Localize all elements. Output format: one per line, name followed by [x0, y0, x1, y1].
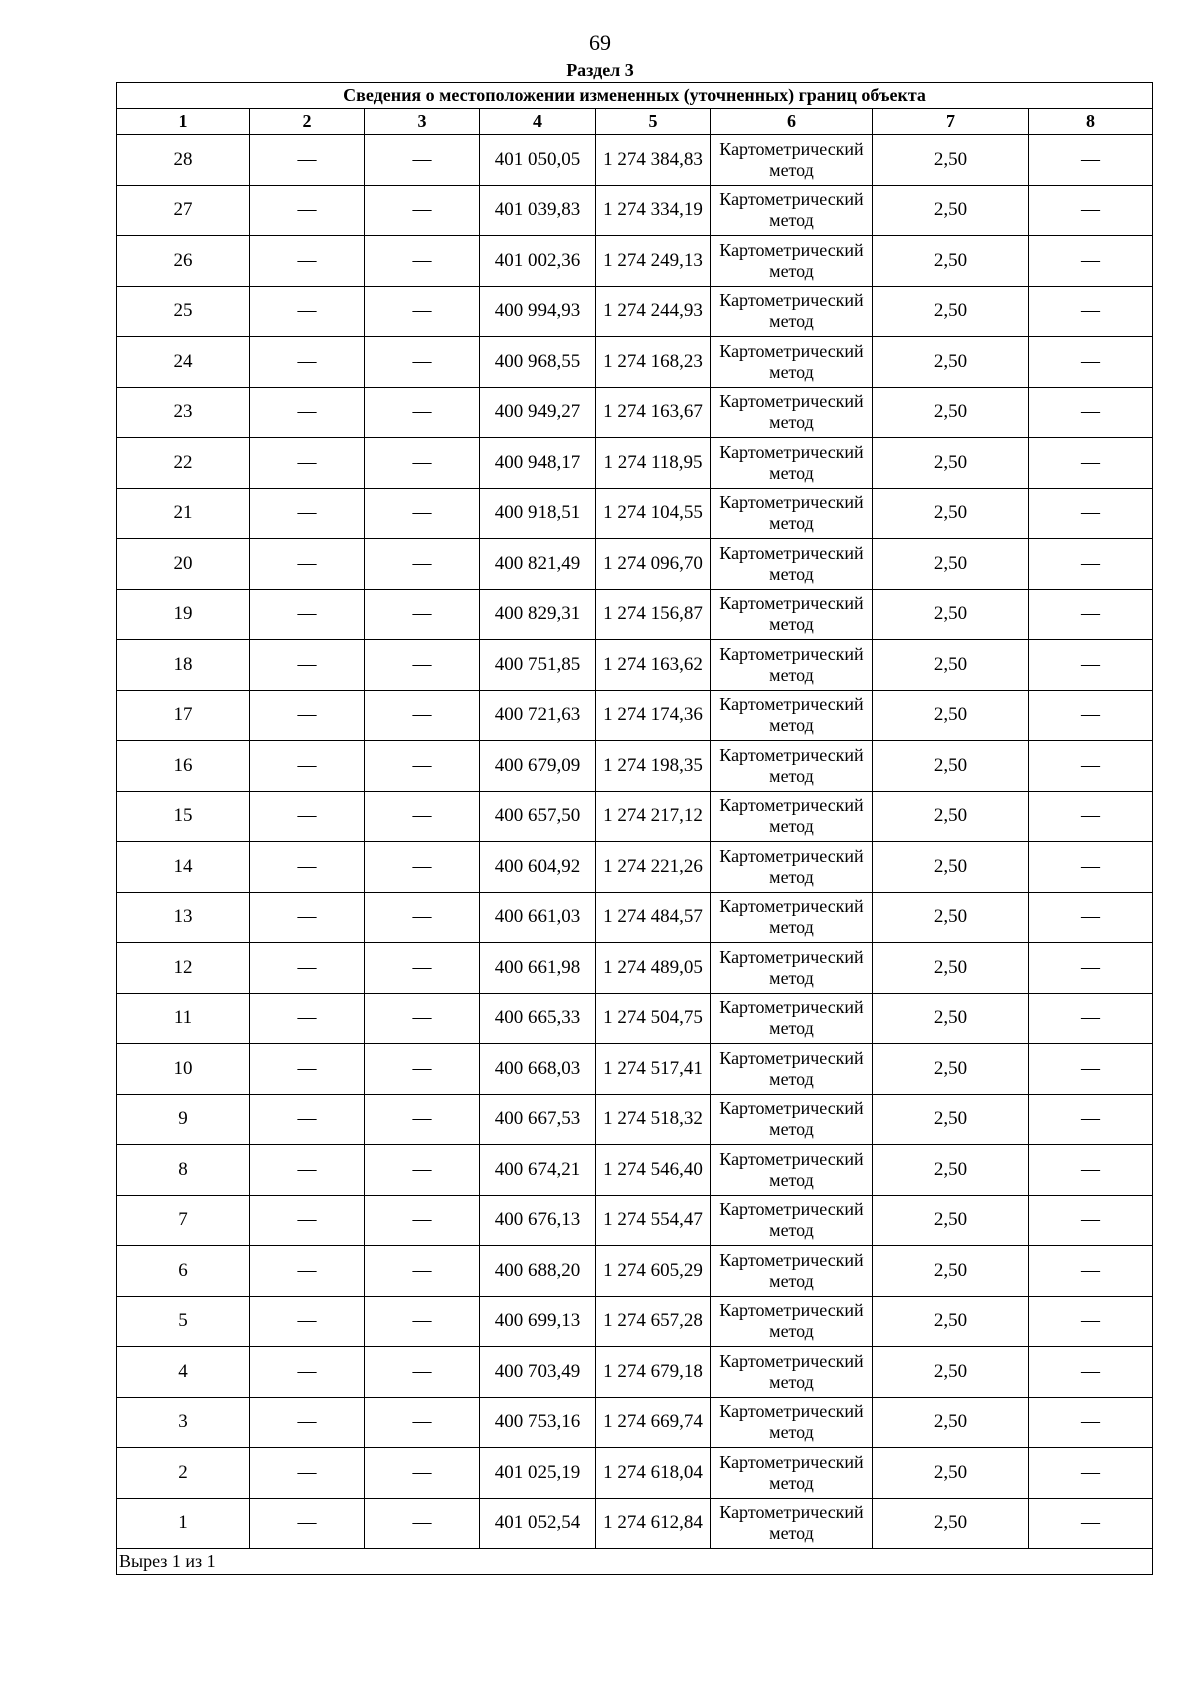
table-cell-col-5: 1 274 334,19 — [596, 185, 711, 236]
table-cell-col-3: — — [365, 1448, 480, 1499]
table-cell-col-2: — — [250, 993, 365, 1044]
table-cell-col-7: 2,50 — [873, 1145, 1029, 1196]
table-cell-col-6: Картометрический метод — [711, 1296, 873, 1347]
table-cell-col-3: — — [365, 1145, 480, 1196]
table-cell-col-5: 1 274 554,47 — [596, 1195, 711, 1246]
table-cell-col-1: 24 — [117, 337, 250, 388]
table-cell-col-7: 2,50 — [873, 539, 1029, 590]
table-cell-col-6: Картометрический метод — [711, 1094, 873, 1145]
section-title: Раздел 3 — [566, 60, 634, 80]
table-cell-col-2: — — [250, 1296, 365, 1347]
table-cell-col-1: 27 — [117, 185, 250, 236]
table-cell-col-4: 400 721,63 — [480, 690, 596, 741]
table-cell-col-5: 1 274 612,84 — [596, 1498, 711, 1549]
table-cell-col-1: 3 — [117, 1397, 250, 1448]
table-body — [117, 135, 1153, 1549]
table-cell-col-8: — — [1029, 1195, 1153, 1246]
table-row — [117, 892, 1153, 943]
table-cell-col-4: 400 661,98 — [480, 943, 596, 994]
table-cell-col-1: 19 — [117, 589, 250, 640]
table-cell-col-5: 1 274 221,26 — [596, 842, 711, 893]
table-cell-col-3: — — [365, 185, 480, 236]
table-row — [117, 1347, 1153, 1398]
table-cell-col-5: 1 274 546,40 — [596, 1145, 711, 1196]
table-cell-col-3: — — [365, 1397, 480, 1448]
table-cell-col-7: 2,50 — [873, 943, 1029, 994]
table-cell-col-2: — — [250, 488, 365, 539]
table-cell-col-8: — — [1029, 286, 1153, 337]
table-cell-col-1: 25 — [117, 286, 250, 337]
table-cell-col-2: — — [250, 892, 365, 943]
table-cell-col-2: — — [250, 286, 365, 337]
table-cell-col-2: — — [250, 589, 365, 640]
table-cell-col-8: — — [1029, 438, 1153, 489]
table-cell-col-4: 400 661,03 — [480, 892, 596, 943]
table-row — [117, 791, 1153, 842]
table-cell-col-6: Картометрический метод — [711, 589, 873, 640]
table-cell-col-1: 10 — [117, 1044, 250, 1095]
table-cell-col-2: — — [250, 438, 365, 489]
table-row — [117, 1397, 1153, 1448]
table-cell-col-3: — — [365, 135, 480, 186]
table-cell-col-7: 2,50 — [873, 741, 1029, 792]
table-cell-col-1: 22 — [117, 438, 250, 489]
table-cell-col-7: 2,50 — [873, 1094, 1029, 1145]
table-cell-col-3: — — [365, 993, 480, 1044]
table-cell-col-2: — — [250, 1044, 365, 1095]
table-cell-col-7: 2,50 — [873, 488, 1029, 539]
table-cell-col-5: 1 274 156,87 — [596, 589, 711, 640]
table-row — [117, 943, 1153, 994]
table-row — [117, 1448, 1153, 1499]
table-cell-col-6: Картометрический метод — [711, 337, 873, 388]
table-cell-col-8: — — [1029, 236, 1153, 287]
table-cell-col-4: 400 829,31 — [480, 589, 596, 640]
table-cell-col-5: 1 274 168,23 — [596, 337, 711, 388]
table-row — [117, 539, 1153, 590]
table-cell-col-1: 11 — [117, 993, 250, 1044]
table-cell-col-3: — — [365, 791, 480, 842]
table-cell-col-6: Картометрический метод — [711, 185, 873, 236]
table-cell-col-6: Картометрический метод — [711, 640, 873, 691]
table-cell-col-3: — — [365, 286, 480, 337]
table-cell-col-8: — — [1029, 539, 1153, 590]
table-cell-col-5: 1 274 484,57 — [596, 892, 711, 943]
table-footer: Вырез 1 из 1 — [117, 1549, 1153, 1575]
table-cell-col-8: — — [1029, 1397, 1153, 1448]
table-cell-col-4: 400 948,17 — [480, 438, 596, 489]
table-cell-col-2: — — [250, 1195, 365, 1246]
table-cell-col-8: — — [1029, 741, 1153, 792]
table-cell-col-4: 400 679,09 — [480, 741, 596, 792]
table-row — [117, 589, 1153, 640]
table-cell-col-8: — — [1029, 892, 1153, 943]
table-cell-col-5: 1 274 489,05 — [596, 943, 711, 994]
table-cell-col-3: — — [365, 539, 480, 590]
column-header: 7 — [873, 109, 1029, 135]
table-row — [117, 1145, 1153, 1196]
table-cell-col-7: 2,50 — [873, 185, 1029, 236]
table-cell-col-7: 2,50 — [873, 135, 1029, 186]
table-cell-col-2: — — [250, 337, 365, 388]
table-cell-col-1: 26 — [117, 236, 250, 287]
table-row — [117, 135, 1153, 186]
table-cell-col-4: 401 039,83 — [480, 185, 596, 236]
table-cell-col-1: 18 — [117, 640, 250, 691]
table-cell-col-5: 1 274 096,70 — [596, 539, 711, 590]
table-cell-col-3: — — [365, 438, 480, 489]
table-cell-col-2: — — [250, 1145, 365, 1196]
table-cell-col-5: 1 274 504,75 — [596, 993, 711, 1044]
table-cell-col-3: — — [365, 337, 480, 388]
table-cell-col-2: — — [250, 741, 365, 792]
table-cell-col-6: Картометрический метод — [711, 1347, 873, 1398]
table-cell-col-6: Картометрический метод — [711, 1498, 873, 1549]
table-cell-col-7: 2,50 — [873, 236, 1029, 287]
table-cell-col-6: Картометрический метод — [711, 135, 873, 186]
table-cell-col-1: 17 — [117, 690, 250, 741]
table-cell-col-7: 2,50 — [873, 438, 1029, 489]
table-cell-col-7: 2,50 — [873, 1347, 1029, 1398]
table-cell-col-3: — — [365, 589, 480, 640]
table-cell-col-3: — — [365, 488, 480, 539]
table-cell-col-1: 28 — [117, 135, 250, 186]
table-cell-col-1: 21 — [117, 488, 250, 539]
table-cell-col-2: — — [250, 1094, 365, 1145]
table-row — [117, 185, 1153, 236]
table-row — [117, 488, 1153, 539]
table-cell-col-4: 400 699,13 — [480, 1296, 596, 1347]
table-cell-col-7: 2,50 — [873, 589, 1029, 640]
table-cell-col-4: 401 052,54 — [480, 1498, 596, 1549]
table-cell-col-5: 1 274 249,13 — [596, 236, 711, 287]
column-header: 6 — [711, 109, 873, 135]
table-cell-col-7: 2,50 — [873, 1296, 1029, 1347]
table-row — [117, 993, 1153, 1044]
table-cell-col-7: 2,50 — [873, 1397, 1029, 1448]
table-cell-col-8: — — [1029, 1296, 1153, 1347]
table-cell-col-2: — — [250, 1397, 365, 1448]
table-cell-col-3: — — [365, 236, 480, 287]
table-cell-col-4: 400 968,55 — [480, 337, 596, 388]
table-cell-col-5: 1 274 217,12 — [596, 791, 711, 842]
table-cell-col-1: 12 — [117, 943, 250, 994]
table-cell-col-2: — — [250, 387, 365, 438]
table-cell-col-4: 400 676,13 — [480, 1195, 596, 1246]
table-cell-col-2: — — [250, 943, 365, 994]
table-cell-col-6: Картометрический метод — [711, 791, 873, 842]
table-cell-col-5: 1 274 104,55 — [596, 488, 711, 539]
table-cell-col-3: — — [365, 892, 480, 943]
table-cell-col-2: — — [250, 1246, 365, 1297]
table-cell-col-3: — — [365, 943, 480, 994]
table-cell-col-1: 14 — [117, 842, 250, 893]
table-cell-col-3: — — [365, 1296, 480, 1347]
table-cell-col-5: 1 274 384,83 — [596, 135, 711, 186]
table-cell-col-6: Картометрический метод — [711, 993, 873, 1044]
table-cell-col-5: 1 274 118,95 — [596, 438, 711, 489]
table-row — [117, 1044, 1153, 1095]
table-cell-col-2: — — [250, 690, 365, 741]
table-cell-col-3: — — [365, 1246, 480, 1297]
table-cell-col-8: — — [1029, 1094, 1153, 1145]
table-caption: Сведения о местоположении измененных (уточненных) границ объекта — [117, 83, 1153, 109]
table-cell-col-8: — — [1029, 993, 1153, 1044]
table-cell-col-6: Картометрический метод — [711, 1448, 873, 1499]
table-cell-col-4: 400 753,16 — [480, 1397, 596, 1448]
table-cell-col-4: 400 703,49 — [480, 1347, 596, 1398]
table-cell-col-2: — — [250, 1498, 365, 1549]
table-cell-col-2: — — [250, 1347, 365, 1398]
table-row — [117, 1296, 1153, 1347]
table-cell-col-4: 401 025,19 — [480, 1448, 596, 1499]
table-cell-col-8: — — [1029, 640, 1153, 691]
table-cell-col-7: 2,50 — [873, 286, 1029, 337]
table-cell-col-8: — — [1029, 185, 1153, 236]
table-cell-col-6: Картометрический метод — [711, 842, 873, 893]
table-cell-col-1: 16 — [117, 741, 250, 792]
table-cell-col-2: — — [250, 640, 365, 691]
table-cell-col-7: 2,50 — [873, 387, 1029, 438]
table-row — [117, 387, 1153, 438]
table-cell-col-7: 2,50 — [873, 1044, 1029, 1095]
table-cell-col-3: — — [365, 741, 480, 792]
table-cell-col-4: 401 002,36 — [480, 236, 596, 287]
table-cell-col-8: — — [1029, 1448, 1153, 1499]
table-cell-col-5: 1 274 657,28 — [596, 1296, 711, 1347]
table-cell-col-8: — — [1029, 1145, 1153, 1196]
table-cell-col-3: — — [365, 387, 480, 438]
table-cell-col-8: — — [1029, 135, 1153, 186]
table-cell-col-8: — — [1029, 791, 1153, 842]
table-cell-col-4: 400 668,03 — [480, 1044, 596, 1095]
table-cell-col-6: Картометрический метод — [711, 741, 873, 792]
table-cell-col-6: Картометрический метод — [711, 1044, 873, 1095]
table-cell-col-6: Картометрический метод — [711, 438, 873, 489]
table-cell-col-8: — — [1029, 943, 1153, 994]
table-cell-col-2: — — [250, 1448, 365, 1499]
table-cell-col-8: — — [1029, 387, 1153, 438]
table-cell-col-3: — — [365, 1044, 480, 1095]
table-cell-col-5: 1 274 679,18 — [596, 1347, 711, 1398]
table-row — [117, 1195, 1153, 1246]
table-cell-col-7: 2,50 — [873, 791, 1029, 842]
table-row — [117, 842, 1153, 893]
table-cell-col-8: — — [1029, 337, 1153, 388]
table-cell-col-5: 1 274 174,36 — [596, 690, 711, 741]
table-cell-col-3: — — [365, 1498, 480, 1549]
table-cell-col-6: Картометрический метод — [711, 1246, 873, 1297]
table-cell-col-2: — — [250, 135, 365, 186]
table-cell-col-3: — — [365, 690, 480, 741]
table-cell-col-5: 1 274 163,67 — [596, 387, 711, 438]
table-cell-col-1: 6 — [117, 1246, 250, 1297]
table-cell-col-5: 1 274 244,93 — [596, 286, 711, 337]
table-cell-col-8: — — [1029, 1347, 1153, 1398]
table-cell-col-7: 2,50 — [873, 1246, 1029, 1297]
table-row — [117, 640, 1153, 691]
table-cell-col-1: 1 — [117, 1498, 250, 1549]
table-cell-col-7: 2,50 — [873, 993, 1029, 1044]
table-row — [117, 690, 1153, 741]
table-cell-col-1: 23 — [117, 387, 250, 438]
table-cell-col-5: 1 274 198,35 — [596, 741, 711, 792]
table-cell-col-4: 400 688,20 — [480, 1246, 596, 1297]
table-cell-col-4: 401 050,05 — [480, 135, 596, 186]
table-row — [117, 438, 1153, 489]
table-cell-col-6: Картометрический метод — [711, 892, 873, 943]
column-header: 8 — [1029, 109, 1153, 135]
table-cell-col-7: 2,50 — [873, 690, 1029, 741]
table-cell-col-4: 400 751,85 — [480, 640, 596, 691]
table-cell-col-5: 1 274 618,04 — [596, 1448, 711, 1499]
table-row — [117, 286, 1153, 337]
table-cell-col-8: — — [1029, 589, 1153, 640]
table-cell-col-7: 2,50 — [873, 842, 1029, 893]
table-cell-col-1: 7 — [117, 1195, 250, 1246]
table-cell-col-8: — — [1029, 842, 1153, 893]
table-row — [117, 741, 1153, 792]
table-cell-col-7: 2,50 — [873, 1498, 1029, 1549]
table-cell-col-5: 1 274 518,32 — [596, 1094, 711, 1145]
table-cell-col-4: 400 994,93 — [480, 286, 596, 337]
table-cell-col-2: — — [250, 842, 365, 893]
table-cell-col-4: 400 665,33 — [480, 993, 596, 1044]
table-cell-col-2: — — [250, 185, 365, 236]
table-row — [117, 337, 1153, 388]
column-header: 5 — [596, 109, 711, 135]
table-cell-col-6: Картометрический метод — [711, 286, 873, 337]
table-cell-col-7: 2,50 — [873, 892, 1029, 943]
table-cell-col-8: — — [1029, 1498, 1153, 1549]
table-cell-col-1: 8 — [117, 1145, 250, 1196]
table-cell-col-4: 400 949,27 — [480, 387, 596, 438]
table-cell-col-6: Картометрический метод — [711, 488, 873, 539]
table-cell-col-3: — — [365, 842, 480, 893]
table-cell-col-8: — — [1029, 690, 1153, 741]
table-cell-col-4: 400 918,51 — [480, 488, 596, 539]
table-cell-col-6: Картометрический метод — [711, 539, 873, 590]
table-cell-col-6: Картометрический метод — [711, 1397, 873, 1448]
table-row — [117, 1498, 1153, 1549]
table-cell-col-8: — — [1029, 488, 1153, 539]
table-cell-col-4: 400 821,49 — [480, 539, 596, 590]
table-cell-col-1: 2 — [117, 1448, 250, 1499]
table-cell-col-1: 9 — [117, 1094, 250, 1145]
table-cell-col-3: — — [365, 1347, 480, 1398]
table-cell-col-7: 2,50 — [873, 1195, 1029, 1246]
table-cell-col-1: 15 — [117, 791, 250, 842]
table-cell-col-2: — — [250, 236, 365, 287]
page-number: 69 — [589, 30, 611, 55]
table-row — [117, 236, 1153, 287]
table-cell-col-6: Картометрический метод — [711, 236, 873, 287]
table-cell-col-1: 13 — [117, 892, 250, 943]
table-cell-col-4: 400 657,50 — [480, 791, 596, 842]
table-cell-col-4: 400 667,53 — [480, 1094, 596, 1145]
table-row — [117, 1246, 1153, 1297]
column-header: 4 — [480, 109, 596, 135]
table-cell-col-1: 5 — [117, 1296, 250, 1347]
column-header: 1 — [117, 109, 250, 135]
table-header-row — [117, 109, 1153, 135]
table-cell-col-4: 400 604,92 — [480, 842, 596, 893]
table-cell-col-3: — — [365, 1195, 480, 1246]
table-cell-col-5: 1 274 669,74 — [596, 1397, 711, 1448]
table-cell-col-6: Картометрический метод — [711, 943, 873, 994]
table-cell-col-7: 2,50 — [873, 1448, 1029, 1499]
table-cell-col-2: — — [250, 791, 365, 842]
table-cell-col-2: — — [250, 539, 365, 590]
table-cell-col-4: 400 674,21 — [480, 1145, 596, 1196]
table-cell-col-3: — — [365, 1094, 480, 1145]
table-cell-col-6: Картометрический метод — [711, 690, 873, 741]
column-header: 3 — [365, 109, 480, 135]
table-cell-col-5: 1 274 163,62 — [596, 640, 711, 691]
table-cell-col-5: 1 274 517,41 — [596, 1044, 711, 1095]
table-cell-col-8: — — [1029, 1044, 1153, 1095]
boundary-coordinates-table — [116, 82, 1153, 1575]
table-cell-col-5: 1 274 605,29 — [596, 1246, 711, 1297]
table-cell-col-6: Картометрический метод — [711, 1145, 873, 1196]
table-cell-col-8: — — [1029, 1246, 1153, 1297]
table-cell-col-7: 2,50 — [873, 337, 1029, 388]
table-cell-col-6: Картометрический метод — [711, 387, 873, 438]
table-cell-col-7: 2,50 — [873, 640, 1029, 691]
table-cell-col-3: — — [365, 640, 480, 691]
table-cell-col-1: 4 — [117, 1347, 250, 1398]
table-cell-col-6: Картометрический метод — [711, 1195, 873, 1246]
table-cell-col-1: 20 — [117, 539, 250, 590]
column-header: 2 — [250, 109, 365, 135]
table-row — [117, 1094, 1153, 1145]
